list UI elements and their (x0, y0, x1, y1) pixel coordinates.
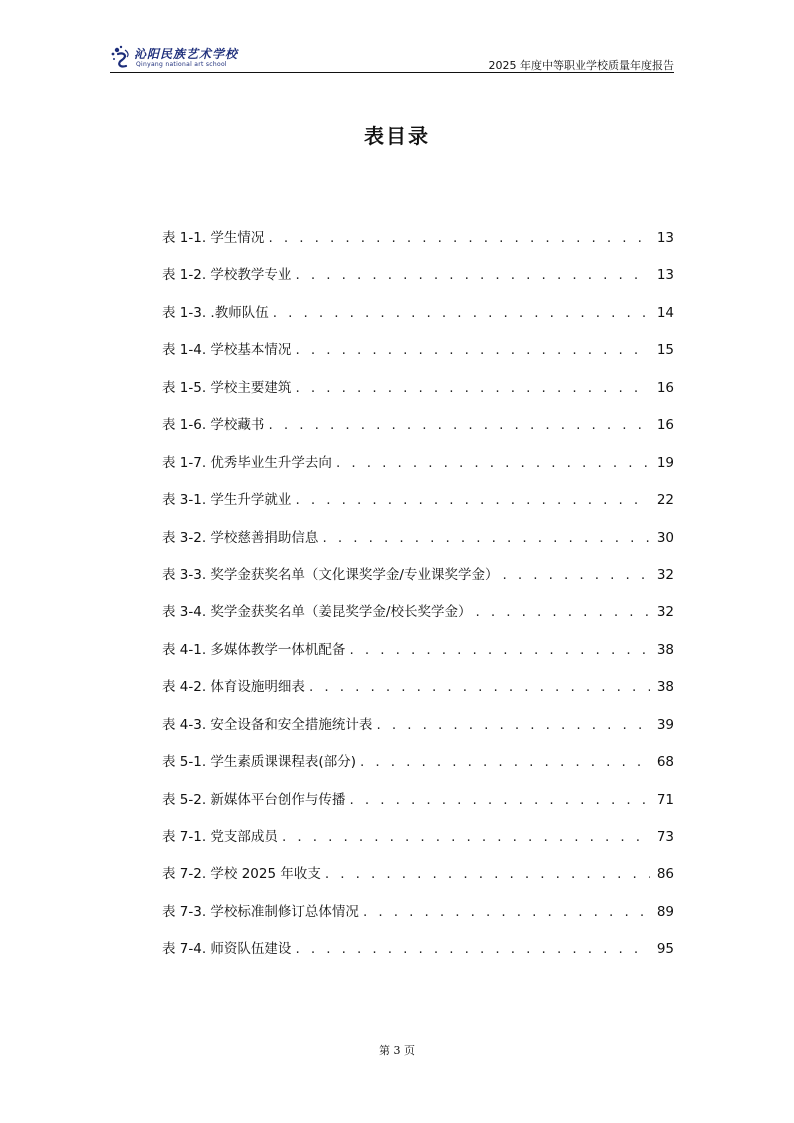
toc-entry-page: 13 (656, 230, 674, 246)
toc-entry-page: 73 (656, 829, 674, 845)
toc-entry[interactable] (162, 301, 674, 338)
toc-leader-dots (360, 754, 650, 770)
toc-leader-dots (295, 492, 650, 508)
toc-entry-label: 表 1-6. 学校藏书 (162, 417, 265, 434)
school-logo (110, 44, 240, 72)
toc-entry[interactable] (162, 713, 674, 750)
toc-leader-dots (295, 941, 650, 957)
toc-entry[interactable] (162, 413, 674, 450)
toc-entry-label: 表 3-2. 学校慈善捐助信息 (162, 529, 319, 546)
toc-entry[interactable] (162, 563, 674, 600)
toc-entry-label: 表 3-4. 奖学金获奖名单（姜昆奖学金/校长奖学金） (162, 604, 472, 621)
toc-leader-dots (325, 866, 650, 882)
toc-leader-dots (502, 567, 650, 583)
toc-entry-page: 71 (656, 791, 674, 808)
toc-entry-page: 95 (656, 941, 674, 958)
toc-entry-page: 22 (656, 492, 674, 509)
page-title: 表目录 (364, 124, 430, 148)
header-divider (110, 72, 674, 73)
toc-leader-dots (475, 604, 650, 620)
toc-leader-dots (349, 792, 650, 808)
toc-entry-page: 68 (656, 754, 674, 771)
toc-entry-page: 32 (656, 604, 674, 621)
toc-leader-dots (295, 380, 650, 396)
toc-entry-label: 表 5-1. 学生素质课课程表(部分) (162, 754, 356, 771)
toc-entry-label: 表 1-4. 学校基本情况 (162, 342, 292, 359)
toc-entry[interactable] (162, 376, 674, 413)
toc-entry-page: 15 (656, 342, 674, 359)
toc-entry-label: 表 3-1. 学生升学就业 (162, 492, 292, 509)
toc-entry[interactable] (162, 451, 674, 488)
toc-entry-page: 19 (656, 454, 674, 471)
toc-leader-dots (363, 904, 650, 920)
toc-entry[interactable] (162, 675, 674, 712)
toc-entry-label: 表 7-1. 党支部成员 (162, 829, 278, 845)
toc-entry-label: 表 1-2. 学校教学专业 (162, 267, 292, 284)
toc-entry[interactable] (162, 788, 674, 825)
toc-entry[interactable] (162, 937, 674, 974)
toc-leader-dots (268, 230, 650, 246)
table-of-contents (162, 226, 674, 975)
toc-entry-label: 表 1-5. 学校主要建筑 (162, 379, 292, 396)
toc-entry-label: 表 4-1. 多媒体教学一体机配备 (162, 641, 346, 658)
toc-leader-dots (282, 829, 650, 845)
toc-entry-label: 表 5-2. 新媒体平台创作与传播 (162, 791, 346, 808)
toc-entry[interactable] (162, 226, 674, 263)
toc-leader-dots (309, 679, 650, 695)
toc-entry[interactable] (162, 750, 674, 787)
toc-entry[interactable] (162, 526, 674, 563)
toc-entry[interactable] (162, 825, 674, 862)
toc-leader-dots (295, 342, 650, 358)
toc-entry[interactable] (162, 338, 674, 375)
toc-entry-page: 30 (656, 529, 674, 546)
toc-leader-dots (273, 305, 650, 321)
toc-leader-dots (349, 642, 650, 658)
page-number-footer: 第 3 页 (379, 1044, 415, 1057)
toc-leader-dots (295, 267, 650, 283)
toc-entry-page: 14 (656, 304, 674, 321)
logo-english-name: Qinyang national art school (136, 61, 227, 68)
logo-emblem-icon (110, 44, 134, 70)
toc-entry[interactable] (162, 263, 674, 300)
toc-entry-label: 表 4-3. 安全设备和安全措施统计表 (162, 716, 373, 733)
toc-entry-label: 表 4-2. 体育设施明细表 (162, 679, 305, 696)
toc-entry-label: 表 7-2. 学校 2025 年收支 (162, 866, 321, 883)
toc-leader-dots (268, 417, 650, 433)
toc-entry-label: 表 3-3. 奖学金获奖名单（文化课奖学金/专业课奖学金） (162, 566, 499, 583)
toc-entry-page: 38 (656, 679, 674, 696)
toc-entry-page: 13 (656, 267, 674, 284)
logo-chinese-name: 沁阳民族艺术学校 (134, 47, 239, 61)
toc-entry-page: 38 (656, 641, 674, 658)
toc-leader-dots (376, 717, 650, 733)
toc-leader-dots (322, 530, 650, 546)
toc-entry-page: 86 (656, 866, 674, 883)
toc-entry-page: 39 (656, 716, 674, 733)
toc-entry-label: 表 1-7. 优秀毕业生升学去向 (162, 454, 332, 471)
toc-entry[interactable] (162, 600, 674, 637)
toc-entry-page: 16 (656, 417, 674, 434)
toc-entry-label: 表 1-1. 学生情况 (162, 230, 265, 246)
toc-entry-page: 89 (656, 903, 674, 920)
toc-entry-label: 表 7-4. 师资队伍建设 (162, 941, 292, 958)
toc-entry[interactable] (162, 900, 674, 937)
toc-entry[interactable] (162, 488, 674, 525)
toc-entry[interactable] (162, 638, 674, 675)
toc-entry-page: 32 (656, 566, 674, 583)
report-title: 2025 年度中等职业学校质量年度报告 (488, 59, 674, 72)
toc-entry[interactable] (162, 862, 674, 899)
toc-entry-label: 表 7-3. 学校标准制修订总体情况 (162, 903, 359, 920)
toc-leader-dots (336, 455, 650, 471)
page-header (110, 38, 674, 74)
toc-entry-label: 表 1-3. .教师队伍 (162, 304, 269, 321)
toc-entry-page: 16 (656, 379, 674, 396)
